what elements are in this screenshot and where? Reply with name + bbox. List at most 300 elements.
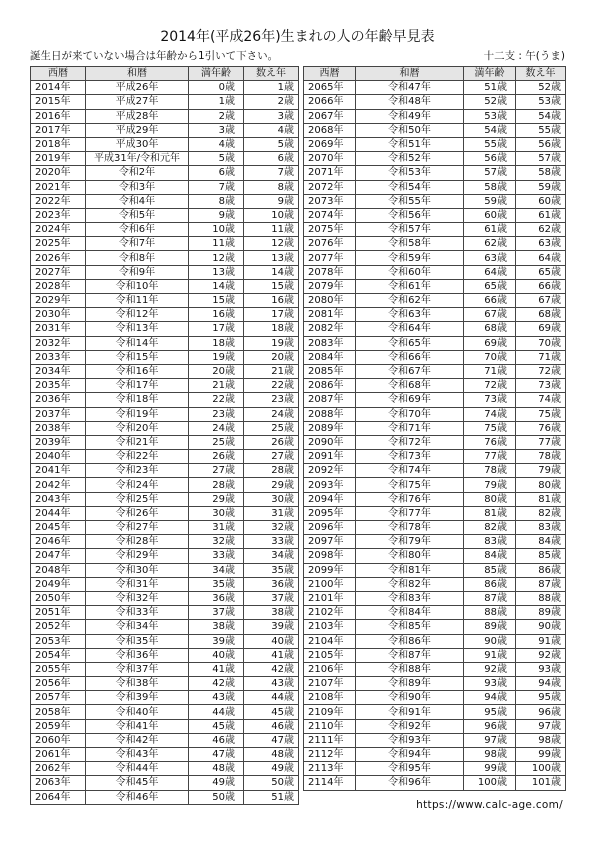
- cell-western-year: 2033年: [31, 350, 86, 364]
- cell-western-year: 2047年: [31, 549, 86, 563]
- cell-counting-age: 46歳: [244, 719, 299, 733]
- cell-japanese-era: 令和26年: [86, 506, 189, 520]
- cell-counting-age: 79歳: [516, 464, 566, 478]
- cell-western-year: 2061年: [31, 748, 86, 762]
- cell-counting-age: 34歳: [244, 549, 299, 563]
- cell-japanese-era: 令和71年: [356, 421, 464, 435]
- table-row: [304, 620, 566, 634]
- cell-full-age: 50歳: [189, 790, 244, 804]
- cell-japanese-era: 令和28年: [86, 535, 189, 549]
- cell-full-age: 38歳: [189, 620, 244, 634]
- table-row: [304, 492, 566, 506]
- cell-western-year: 2037年: [31, 407, 86, 421]
- cell-japanese-era: 令和18年: [86, 393, 189, 407]
- cell-full-age: 82歳: [464, 521, 516, 535]
- footer-url[interactable]: https://www.calc-age.com/: [416, 799, 563, 811]
- cell-japanese-era: 令和63年: [356, 308, 464, 322]
- table-row: [31, 577, 299, 591]
- cell-full-age: 54歳: [464, 123, 516, 137]
- cell-western-year: 2088年: [304, 407, 356, 421]
- cell-japanese-era: 令和93年: [356, 733, 464, 747]
- cell-full-age: 58歳: [464, 180, 516, 194]
- table-row: [304, 705, 566, 719]
- cell-western-year: 2023年: [31, 208, 86, 222]
- table-row: [31, 237, 299, 251]
- cell-western-year: 2071年: [304, 166, 356, 180]
- cell-counting-age: 57歳: [516, 152, 566, 166]
- table-row: [31, 563, 299, 577]
- cell-japanese-era: 平成28年: [86, 109, 189, 123]
- cell-japanese-era: 令和94年: [356, 748, 464, 762]
- table-row: [31, 691, 299, 705]
- cell-japanese-era: 令和43年: [86, 748, 189, 762]
- cell-western-year: 2081年: [304, 308, 356, 322]
- table-row: [304, 322, 566, 336]
- cell-counting-age: 3歳: [244, 109, 299, 123]
- cell-japanese-era: 令和64年: [356, 322, 464, 336]
- cell-japanese-era: 令和77年: [356, 506, 464, 520]
- cell-japanese-era: 令和55年: [356, 194, 464, 208]
- cell-full-age: 39歳: [189, 634, 244, 648]
- table-row: [304, 691, 566, 705]
- cell-full-age: 8歳: [189, 194, 244, 208]
- cell-japanese-era: 令和15年: [86, 350, 189, 364]
- table-row: [31, 322, 299, 336]
- table-row: [304, 606, 566, 620]
- cell-counting-age: 99歳: [516, 748, 566, 762]
- table-row: [31, 95, 299, 109]
- cell-japanese-era: 令和82年: [356, 577, 464, 591]
- table-row: [304, 719, 566, 733]
- cell-counting-age: 68歳: [516, 308, 566, 322]
- table-row: [304, 265, 566, 279]
- cell-western-year: 2095年: [304, 506, 356, 520]
- cell-western-year: 2080年: [304, 294, 356, 308]
- table-row: [31, 733, 299, 747]
- cell-counting-age: 9歳: [244, 194, 299, 208]
- cell-full-age: 67歳: [464, 308, 516, 322]
- table-row: [31, 223, 299, 237]
- cell-counting-age: 95歳: [516, 691, 566, 705]
- cell-full-age: 20歳: [189, 364, 244, 378]
- table-row: [31, 379, 299, 393]
- cell-western-year: 2017年: [31, 123, 86, 137]
- table-row: [31, 152, 299, 166]
- cell-full-age: 12歳: [189, 251, 244, 265]
- cell-full-age: 26歳: [189, 450, 244, 464]
- cell-japanese-era: 令和23年: [86, 464, 189, 478]
- table-row: [31, 109, 299, 123]
- cell-japanese-era: 令和8年: [86, 251, 189, 265]
- cell-japanese-era: 令和90年: [356, 691, 464, 705]
- cell-counting-age: 4歳: [244, 123, 299, 137]
- table-row: [31, 762, 299, 776]
- cell-counting-age: 69歳: [516, 322, 566, 336]
- cell-full-age: 41歳: [189, 662, 244, 676]
- cell-counting-age: 39歳: [244, 620, 299, 634]
- cell-western-year: 2092年: [304, 464, 356, 478]
- cell-japanese-era: 令和84年: [356, 606, 464, 620]
- cell-western-year: 2082年: [304, 322, 356, 336]
- cell-japanese-era: 令和39年: [86, 691, 189, 705]
- cell-western-year: 2086年: [304, 379, 356, 393]
- table-row: [31, 123, 299, 137]
- cell-western-year: 2067年: [304, 109, 356, 123]
- cell-japanese-era: 令和19年: [86, 407, 189, 421]
- cell-counting-age: 101歳: [516, 776, 566, 790]
- cell-full-age: 94歳: [464, 691, 516, 705]
- cell-japanese-era: 令和53年: [356, 166, 464, 180]
- cell-full-age: 33歳: [189, 549, 244, 563]
- cell-japanese-era: 令和10年: [86, 279, 189, 293]
- table-row: [304, 648, 566, 662]
- cell-japanese-era: 令和14年: [86, 336, 189, 350]
- table-row: [304, 166, 566, 180]
- table-row: [304, 109, 566, 123]
- table-row: [31, 208, 299, 222]
- cell-western-year: 2091年: [304, 450, 356, 464]
- cell-western-year: 2029年: [31, 294, 86, 308]
- cell-japanese-era: 令和91年: [356, 705, 464, 719]
- cell-full-age: 25歳: [189, 435, 244, 449]
- table-row: [31, 308, 299, 322]
- cell-western-year: 2051年: [31, 606, 86, 620]
- cell-counting-age: 10歳: [244, 208, 299, 222]
- cell-japanese-era: 令和17年: [86, 379, 189, 393]
- cell-counting-age: 47歳: [244, 733, 299, 747]
- cell-japanese-era: 令和46年: [86, 790, 189, 804]
- cell-western-year: 2083年: [304, 336, 356, 350]
- table-row: [304, 521, 566, 535]
- cell-counting-age: 55歳: [516, 123, 566, 137]
- cell-western-year: 2106年: [304, 662, 356, 676]
- cell-western-year: 2107年: [304, 677, 356, 691]
- cell-japanese-era: 令和34年: [86, 620, 189, 634]
- cell-western-year: 2048年: [31, 563, 86, 577]
- cell-western-year: 2110年: [304, 719, 356, 733]
- cell-full-age: 1歳: [189, 95, 244, 109]
- cell-counting-age: 92歳: [516, 648, 566, 662]
- cell-counting-age: 20歳: [244, 350, 299, 364]
- cell-full-age: 79歳: [464, 478, 516, 492]
- cell-counting-age: 37歳: [244, 591, 299, 605]
- cell-japanese-era: 令和3年: [86, 180, 189, 194]
- table-row: [31, 662, 299, 676]
- cell-counting-age: 7歳: [244, 166, 299, 180]
- cell-western-year: 2059年: [31, 719, 86, 733]
- cell-western-year: 2053年: [31, 634, 86, 648]
- cell-counting-age: 43歳: [244, 677, 299, 691]
- cell-counting-age: 42歳: [244, 662, 299, 676]
- cell-western-year: 2112年: [304, 748, 356, 762]
- cell-western-year: 2044年: [31, 506, 86, 520]
- cell-full-age: 15歳: [189, 294, 244, 308]
- cell-full-age: 47歳: [189, 748, 244, 762]
- cell-western-year: 2030年: [31, 308, 86, 322]
- cell-western-year: 2022年: [31, 194, 86, 208]
- cell-japanese-era: 令和48年: [356, 95, 464, 109]
- cell-western-year: 2063年: [31, 776, 86, 790]
- cell-japanese-era: 令和16年: [86, 364, 189, 378]
- table-row: [304, 393, 566, 407]
- cell-counting-age: 83歳: [516, 521, 566, 535]
- cell-western-year: 2070年: [304, 152, 356, 166]
- cell-full-age: 83歳: [464, 535, 516, 549]
- table-row: [31, 790, 299, 804]
- table-row: [304, 123, 566, 137]
- cell-full-age: 80歳: [464, 492, 516, 506]
- cell-japanese-era: 令和73年: [356, 450, 464, 464]
- table-row: [31, 364, 299, 378]
- cell-counting-age: 49歳: [244, 762, 299, 776]
- cell-counting-age: 56歳: [516, 137, 566, 151]
- cell-western-year: 2024年: [31, 223, 86, 237]
- table-row: [31, 648, 299, 662]
- cell-counting-age: 35歳: [244, 563, 299, 577]
- table-row: [304, 208, 566, 222]
- table-row: [31, 549, 299, 563]
- cell-full-age: 91歳: [464, 648, 516, 662]
- cell-japanese-era: 令和74年: [356, 464, 464, 478]
- cell-counting-age: 75歳: [516, 407, 566, 421]
- cell-full-age: 87歳: [464, 591, 516, 605]
- cell-full-age: 36歳: [189, 591, 244, 605]
- cell-western-year: 2027年: [31, 265, 86, 279]
- age-table-right: [303, 66, 566, 791]
- cell-counting-age: 100歳: [516, 762, 566, 776]
- table-row: [304, 237, 566, 251]
- table-row: [304, 464, 566, 478]
- cell-full-age: 45歳: [189, 719, 244, 733]
- cell-japanese-era: 令和47年: [356, 81, 464, 95]
- table-body-right: [304, 81, 566, 790]
- cell-counting-age: 89歳: [516, 606, 566, 620]
- cell-western-year: 2098年: [304, 549, 356, 563]
- table-row: [304, 421, 566, 435]
- cell-counting-age: 41歳: [244, 648, 299, 662]
- cell-western-year: 2058年: [31, 705, 86, 719]
- cell-counting-age: 73歳: [516, 379, 566, 393]
- cell-japanese-era: 令和21年: [86, 435, 189, 449]
- cell-counting-age: 8歳: [244, 180, 299, 194]
- cell-counting-age: 13歳: [244, 251, 299, 265]
- cell-counting-age: 93歳: [516, 662, 566, 676]
- cell-full-age: 4歳: [189, 137, 244, 151]
- cell-full-age: 35歳: [189, 577, 244, 591]
- cell-full-age: 48歳: [189, 762, 244, 776]
- cell-counting-age: 66歳: [516, 279, 566, 293]
- cell-counting-age: 28歳: [244, 464, 299, 478]
- cell-full-age: 32歳: [189, 535, 244, 549]
- cell-full-age: 60歳: [464, 208, 516, 222]
- cell-full-age: 97歳: [464, 733, 516, 747]
- cell-japanese-era: 令和80年: [356, 549, 464, 563]
- cell-full-age: 17歳: [189, 322, 244, 336]
- cell-western-year: 2114年: [304, 776, 356, 790]
- cell-counting-age: 36歳: [244, 577, 299, 591]
- cell-counting-age: 96歳: [516, 705, 566, 719]
- cell-western-year: 2075年: [304, 223, 356, 237]
- cell-counting-age: 2歳: [244, 95, 299, 109]
- cell-japanese-era: 令和60年: [356, 265, 464, 279]
- cell-full-age: 81歳: [464, 506, 516, 520]
- cell-full-age: 5歳: [189, 152, 244, 166]
- cell-western-year: 2052年: [31, 620, 86, 634]
- cell-japanese-era: 平成29年: [86, 123, 189, 137]
- cell-counting-age: 62歳: [516, 223, 566, 237]
- cell-japanese-era: 令和76年: [356, 492, 464, 506]
- cell-full-age: 22歳: [189, 393, 244, 407]
- cell-counting-age: 58歳: [516, 166, 566, 180]
- cell-counting-age: 86歳: [516, 563, 566, 577]
- cell-full-age: 72歳: [464, 379, 516, 393]
- cell-counting-age: 82歳: [516, 506, 566, 520]
- cell-japanese-era: 令和45年: [86, 776, 189, 790]
- cell-full-age: 99歳: [464, 762, 516, 776]
- cell-counting-age: 53歳: [516, 95, 566, 109]
- cell-counting-age: 24歳: [244, 407, 299, 421]
- cell-western-year: 2045年: [31, 521, 86, 535]
- cell-western-year: 2103年: [304, 620, 356, 634]
- cell-japanese-era: 令和25年: [86, 492, 189, 506]
- table-row: [304, 194, 566, 208]
- cell-full-age: 44歳: [189, 705, 244, 719]
- table-row: [31, 677, 299, 691]
- cell-counting-age: 88歳: [516, 591, 566, 605]
- cell-western-year: 2043年: [31, 492, 86, 506]
- cell-full-age: 98歳: [464, 748, 516, 762]
- cell-western-year: 2056年: [31, 677, 86, 691]
- cell-japanese-era: 令和52年: [356, 152, 464, 166]
- table-row: [31, 279, 299, 293]
- cell-western-year: 2108年: [304, 691, 356, 705]
- cell-full-age: 28歳: [189, 478, 244, 492]
- cell-counting-age: 50歳: [244, 776, 299, 790]
- cell-japanese-era: 令和81年: [356, 563, 464, 577]
- cell-counting-age: 32歳: [244, 521, 299, 535]
- cell-western-year: 2065年: [304, 81, 356, 95]
- table-row: [304, 95, 566, 109]
- cell-full-age: 14歳: [189, 279, 244, 293]
- table-row: [304, 733, 566, 747]
- header-full-age: 満年齢: [189, 67, 244, 81]
- cell-western-year: 2078年: [304, 265, 356, 279]
- cell-western-year: 2031年: [31, 322, 86, 336]
- cell-full-age: 30歳: [189, 506, 244, 520]
- cell-full-age: 16歳: [189, 308, 244, 322]
- cell-japanese-era: 令和65年: [356, 336, 464, 350]
- cell-western-year: 2054年: [31, 648, 86, 662]
- cell-counting-age: 87歳: [516, 577, 566, 591]
- cell-western-year: 2105年: [304, 648, 356, 662]
- cell-japanese-era: 令和22年: [86, 450, 189, 464]
- cell-counting-age: 65歳: [516, 265, 566, 279]
- cell-counting-age: 77歳: [516, 435, 566, 449]
- header-counting-age: 数え年: [516, 67, 566, 81]
- cell-western-year: 2032年: [31, 336, 86, 350]
- cell-western-year: 2101年: [304, 591, 356, 605]
- cell-full-age: 65歳: [464, 279, 516, 293]
- cell-full-age: 61歳: [464, 223, 516, 237]
- cell-counting-age: 72歳: [516, 364, 566, 378]
- cell-counting-age: 16歳: [244, 294, 299, 308]
- cell-japanese-era: 令和36年: [86, 648, 189, 662]
- cell-counting-age: 81歳: [516, 492, 566, 506]
- table-row: [304, 152, 566, 166]
- cell-japanese-era: 令和12年: [86, 308, 189, 322]
- cell-western-year: 2050年: [31, 591, 86, 605]
- cell-japanese-era: 令和42年: [86, 733, 189, 747]
- table-row: [31, 435, 299, 449]
- cell-counting-age: 22歳: [244, 379, 299, 393]
- cell-counting-age: 98歳: [516, 733, 566, 747]
- cell-japanese-era: 令和92年: [356, 719, 464, 733]
- cell-japanese-era: 令和54年: [356, 180, 464, 194]
- birthday-note: 誕生日が来ていない場合は年齢から1引いて下さい。: [30, 50, 279, 62]
- cell-full-age: 86歳: [464, 577, 516, 591]
- cell-counting-age: 33歳: [244, 535, 299, 549]
- cell-full-age: 9歳: [189, 208, 244, 222]
- cell-counting-age: 61歳: [516, 208, 566, 222]
- table-row: [304, 563, 566, 577]
- cell-western-year: 2057年: [31, 691, 86, 705]
- cell-counting-age: 29歳: [244, 478, 299, 492]
- cell-counting-age: 84歳: [516, 535, 566, 549]
- cell-japanese-era: 令和69年: [356, 393, 464, 407]
- cell-full-age: 64歳: [464, 265, 516, 279]
- cell-counting-age: 44歳: [244, 691, 299, 705]
- table-row: [304, 308, 566, 322]
- table-row: [304, 137, 566, 151]
- cell-japanese-era: 令和4年: [86, 194, 189, 208]
- cell-counting-age: 12歳: [244, 237, 299, 251]
- cell-full-age: 7歳: [189, 180, 244, 194]
- cell-japanese-era: 令和59年: [356, 251, 464, 265]
- cell-western-year: 2111年: [304, 733, 356, 747]
- cell-full-age: 18歳: [189, 336, 244, 350]
- cell-japanese-era: 令和57年: [356, 223, 464, 237]
- cell-full-age: 10歳: [189, 223, 244, 237]
- header-counting-age: 数え年: [244, 67, 299, 81]
- cell-japanese-era: 令和72年: [356, 435, 464, 449]
- cell-japanese-era: 平成31年/令和元年: [86, 152, 189, 166]
- cell-counting-age: 59歳: [516, 180, 566, 194]
- cell-full-age: 76歳: [464, 435, 516, 449]
- cell-japanese-era: 令和31年: [86, 577, 189, 591]
- cell-japanese-era: 平成26年: [86, 81, 189, 95]
- cell-western-year: 2046年: [31, 535, 86, 549]
- header-western-year: 西暦: [31, 67, 86, 81]
- cell-japanese-era: 令和29年: [86, 549, 189, 563]
- cell-full-age: 19歳: [189, 350, 244, 364]
- cell-western-year: 2077年: [304, 251, 356, 265]
- header-japanese-era: 和暦: [356, 67, 464, 81]
- cell-full-age: 31歳: [189, 521, 244, 535]
- cell-counting-age: 63歳: [516, 237, 566, 251]
- cell-japanese-era: 令和70年: [356, 407, 464, 421]
- cell-counting-age: 94歳: [516, 677, 566, 691]
- table-row: [304, 251, 566, 265]
- cell-full-age: 62歳: [464, 237, 516, 251]
- cell-western-year: 2089年: [304, 421, 356, 435]
- cell-counting-age: 19歳: [244, 336, 299, 350]
- cell-counting-age: 1歳: [244, 81, 299, 95]
- table-row: [304, 776, 566, 790]
- cell-full-age: 0歳: [189, 81, 244, 95]
- table-row: [304, 748, 566, 762]
- table-row: [31, 180, 299, 194]
- table-row: [31, 265, 299, 279]
